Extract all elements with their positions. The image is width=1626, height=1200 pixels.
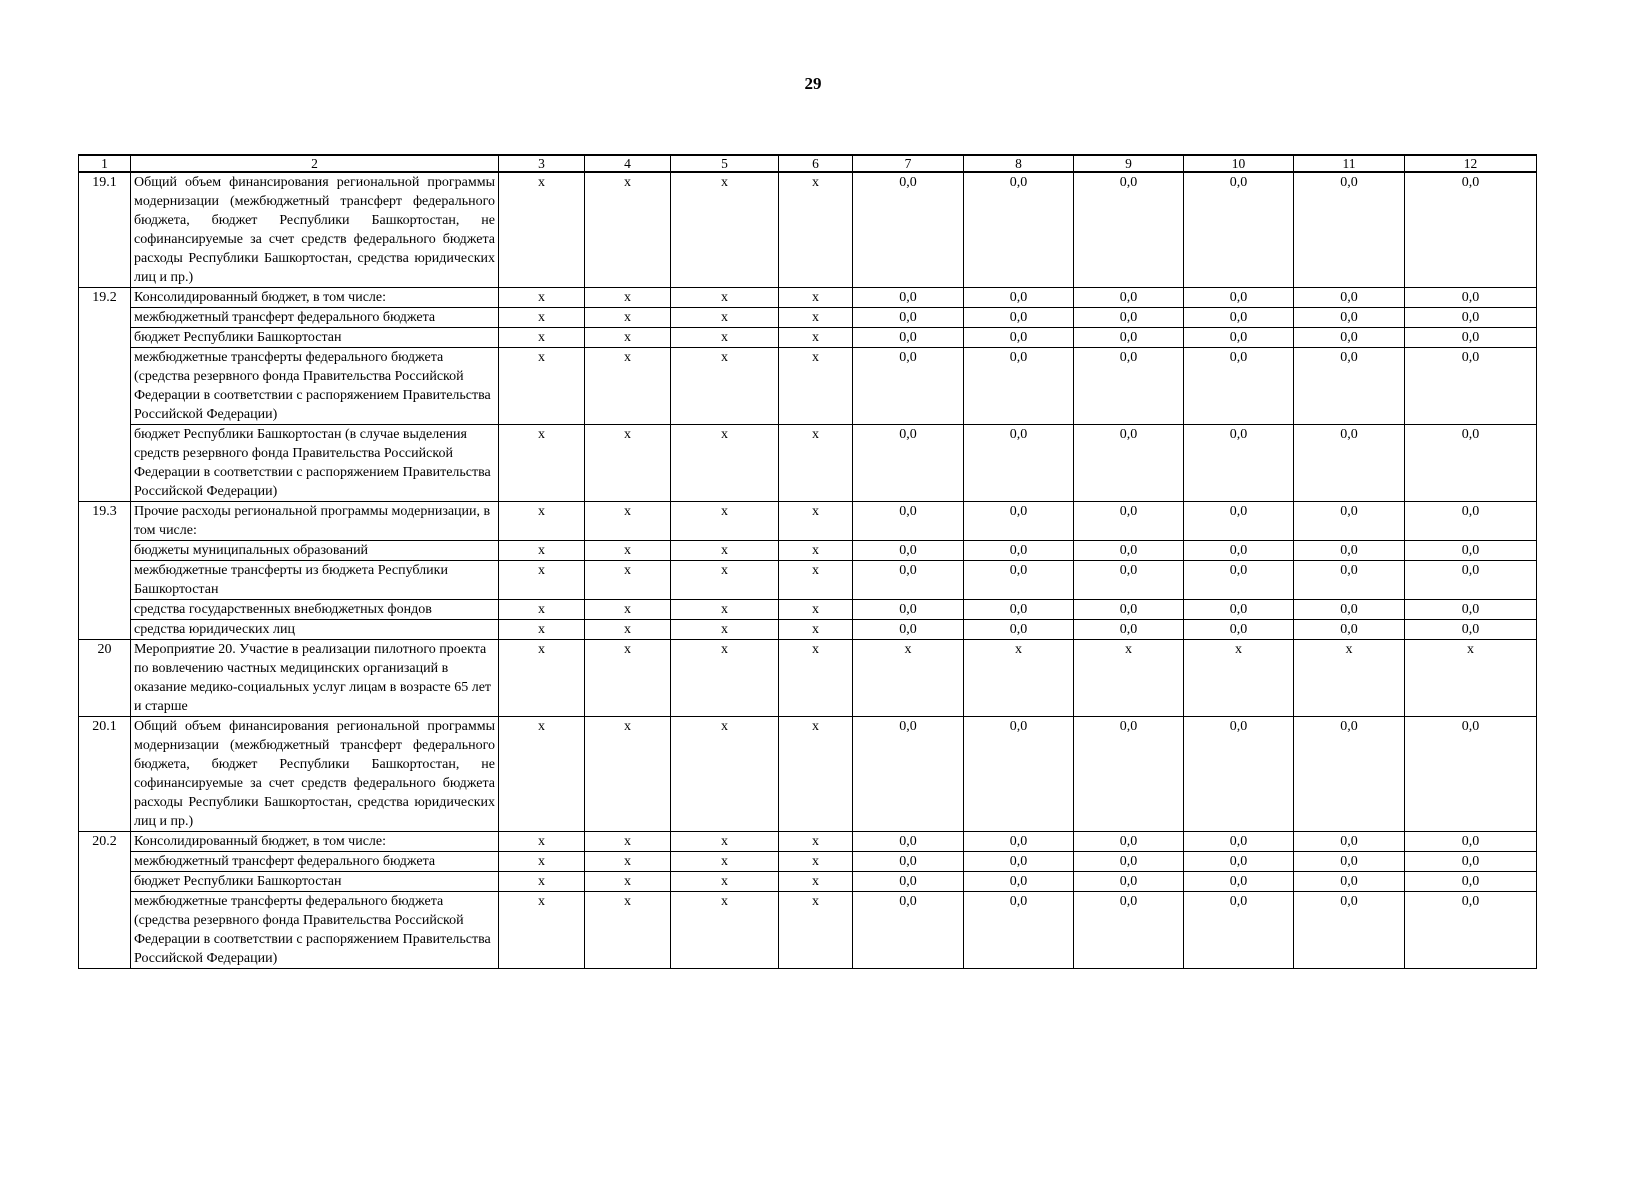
value-cell: х xyxy=(779,502,853,541)
column-header: 9 xyxy=(1074,155,1184,172)
value-cell: 0,0 xyxy=(1184,872,1294,892)
value-cell: 0,0 xyxy=(1294,717,1405,832)
table-row xyxy=(79,892,1537,969)
column-header: 11 xyxy=(1294,155,1405,172)
value-cell: 0,0 xyxy=(853,872,964,892)
value-cell: х xyxy=(585,348,671,425)
value-cell: х xyxy=(1405,640,1537,717)
value-cell: 0,0 xyxy=(853,620,964,640)
value-cell: 0,0 xyxy=(853,308,964,328)
value-cell: х xyxy=(585,328,671,348)
value-cell: 0,0 xyxy=(1074,561,1184,600)
value-cell: х xyxy=(585,541,671,561)
value-cell: х xyxy=(499,561,585,600)
value-cell: 0,0 xyxy=(1294,892,1405,969)
value-cell: 0,0 xyxy=(1405,172,1537,288)
column-header: 8 xyxy=(964,155,1074,172)
value-cell: х xyxy=(671,172,779,288)
value-cell: 0,0 xyxy=(964,892,1074,969)
value-cell: х xyxy=(499,288,585,308)
value-cell: х xyxy=(585,620,671,640)
value-cell: 0,0 xyxy=(1294,620,1405,640)
table-row xyxy=(79,872,1537,892)
value-cell: 0,0 xyxy=(1294,288,1405,308)
value-cell: х xyxy=(779,425,853,502)
value-cell: 0,0 xyxy=(1074,172,1184,288)
value-cell: х xyxy=(499,541,585,561)
financing-table xyxy=(78,154,1537,969)
value-cell: х xyxy=(499,640,585,717)
row-description: межбюджетный трансферт федерального бюджета xyxy=(131,308,499,328)
row-description: бюджет Республики Башкортостан (в случае выделения средств резервного фонда Правительства Российской Федерации в соответствии с распоряжением Правительства Российской Федерации) xyxy=(131,425,499,502)
value-cell: х xyxy=(499,852,585,872)
value-cell: х xyxy=(499,832,585,852)
column-header: 1 xyxy=(79,155,131,172)
header-row xyxy=(79,155,1537,172)
row-number: 19.2 xyxy=(79,288,131,502)
value-cell: х xyxy=(499,717,585,832)
value-cell: 0,0 xyxy=(1074,717,1184,832)
value-cell: х xyxy=(499,172,585,288)
value-cell: 0,0 xyxy=(1405,288,1537,308)
value-cell: х xyxy=(779,892,853,969)
value-cell: 0,0 xyxy=(1405,892,1537,969)
value-cell: 0,0 xyxy=(1074,620,1184,640)
value-cell: 0,0 xyxy=(964,852,1074,872)
row-description: Консолидированный бюджет, в том числе: xyxy=(131,832,499,852)
value-cell: 0,0 xyxy=(964,308,1074,328)
value-cell: 0,0 xyxy=(1074,328,1184,348)
value-cell: 0,0 xyxy=(853,328,964,348)
value-cell: 0,0 xyxy=(1074,308,1184,328)
value-cell: 0,0 xyxy=(1074,348,1184,425)
value-cell: х xyxy=(671,852,779,872)
value-cell: 0,0 xyxy=(1074,425,1184,502)
value-cell: 0,0 xyxy=(964,502,1074,541)
row-description: межбюджетный трансферт федерального бюджета xyxy=(131,852,499,872)
value-cell: 0,0 xyxy=(1184,308,1294,328)
value-cell: 0,0 xyxy=(1405,502,1537,541)
value-cell: 0,0 xyxy=(1294,328,1405,348)
value-cell: х xyxy=(499,502,585,541)
row-description: Прочие расходы региональной программы модернизации, в том числе: xyxy=(131,502,499,541)
value-cell: х xyxy=(585,288,671,308)
value-cell: 0,0 xyxy=(1074,872,1184,892)
value-cell: х xyxy=(964,640,1074,717)
value-cell: х xyxy=(671,308,779,328)
value-cell: 0,0 xyxy=(853,561,964,600)
column-header: 3 xyxy=(499,155,585,172)
value-cell: х xyxy=(779,541,853,561)
row-description: Общий объем финансирования региональной программы модернизации (межбюджетный трансферт федерального бюджета, бюджет Республики Башкортостан, не софинансируемые за счет средств федерального бюджета расходы Республики Башкортостан, средства юридических лиц и пр.) xyxy=(131,717,499,832)
value-cell: 0,0 xyxy=(1405,717,1537,832)
table-row xyxy=(79,561,1537,600)
row-number: 19.3 xyxy=(79,502,131,640)
value-cell: 0,0 xyxy=(853,502,964,541)
value-cell: 0,0 xyxy=(1405,600,1537,620)
value-cell: х xyxy=(585,640,671,717)
value-cell: 0,0 xyxy=(1074,600,1184,620)
value-cell: х xyxy=(499,308,585,328)
column-header: 2 xyxy=(131,155,499,172)
value-cell: 0,0 xyxy=(964,832,1074,852)
value-cell: х xyxy=(779,640,853,717)
value-cell: х xyxy=(499,892,585,969)
value-cell: 0,0 xyxy=(853,425,964,502)
value-cell: х xyxy=(585,425,671,502)
value-cell: 0,0 xyxy=(1184,502,1294,541)
value-cell: 0,0 xyxy=(1184,600,1294,620)
value-cell: х xyxy=(585,892,671,969)
column-header: 5 xyxy=(671,155,779,172)
value-cell: 0,0 xyxy=(1294,348,1405,425)
value-cell: 0,0 xyxy=(1184,288,1294,308)
value-cell: 0,0 xyxy=(1184,717,1294,832)
column-header: 4 xyxy=(585,155,671,172)
value-cell: х xyxy=(779,288,853,308)
value-cell: 0,0 xyxy=(853,541,964,561)
value-cell: х xyxy=(585,600,671,620)
value-cell: х xyxy=(671,348,779,425)
value-cell: 0,0 xyxy=(853,832,964,852)
value-cell: х xyxy=(499,600,585,620)
value-cell: 0,0 xyxy=(1184,852,1294,872)
value-cell: 0,0 xyxy=(1074,541,1184,561)
value-cell: 0,0 xyxy=(853,717,964,832)
value-cell: 0,0 xyxy=(1294,502,1405,541)
value-cell: 0,0 xyxy=(1294,852,1405,872)
value-cell: 0,0 xyxy=(853,600,964,620)
table-row xyxy=(79,620,1537,640)
row-number: 19.1 xyxy=(79,172,131,288)
value-cell: х xyxy=(779,561,853,600)
value-cell: 0,0 xyxy=(964,620,1074,640)
value-cell: х xyxy=(779,308,853,328)
value-cell: х xyxy=(671,541,779,561)
value-cell: 0,0 xyxy=(964,348,1074,425)
value-cell: 0,0 xyxy=(1405,872,1537,892)
value-cell: 0,0 xyxy=(964,425,1074,502)
value-cell: 0,0 xyxy=(1405,620,1537,640)
row-description: средства государственных внебюджетных фондов xyxy=(131,600,499,620)
row-description: бюджет Республики Башкортостан xyxy=(131,328,499,348)
value-cell: 0,0 xyxy=(853,172,964,288)
value-cell: 0,0 xyxy=(1184,892,1294,969)
value-cell: 0,0 xyxy=(1184,328,1294,348)
value-cell: х xyxy=(585,832,671,852)
table-row xyxy=(79,308,1537,328)
column-header: 6 xyxy=(779,155,853,172)
table-row xyxy=(79,328,1537,348)
value-cell: х xyxy=(585,717,671,832)
value-cell: х xyxy=(585,172,671,288)
column-header: 10 xyxy=(1184,155,1294,172)
row-description: межбюджетные трансферты из бюджета Республики Башкортостан xyxy=(131,561,499,600)
value-cell: 0,0 xyxy=(964,328,1074,348)
value-cell: 0,0 xyxy=(1294,600,1405,620)
value-cell: 0,0 xyxy=(1405,561,1537,600)
value-cell: х xyxy=(671,502,779,541)
table-row xyxy=(79,502,1537,541)
value-cell: х xyxy=(671,425,779,502)
value-cell: х xyxy=(779,172,853,288)
value-cell: 0,0 xyxy=(964,172,1074,288)
value-cell: х xyxy=(585,502,671,541)
value-cell: х xyxy=(671,717,779,832)
value-cell: 0,0 xyxy=(1184,541,1294,561)
row-description: межбюджетные трансферты федерального бюджета (средства резервного фонда Правительства Российской Федерации в соответствии с распоряжением Правительства Российской Федерации) xyxy=(131,348,499,425)
value-cell: 0,0 xyxy=(1405,832,1537,852)
value-cell: х xyxy=(779,620,853,640)
row-number: 20 xyxy=(79,640,131,717)
value-cell: 0,0 xyxy=(1294,172,1405,288)
value-cell: 0,0 xyxy=(1294,541,1405,561)
table-row xyxy=(79,717,1537,832)
value-cell: х xyxy=(1184,640,1294,717)
value-cell: 0,0 xyxy=(853,348,964,425)
value-cell: 0,0 xyxy=(1405,852,1537,872)
value-cell: 0,0 xyxy=(853,892,964,969)
table-row xyxy=(79,425,1537,502)
value-cell: х xyxy=(585,561,671,600)
value-cell: х xyxy=(499,425,585,502)
row-description: межбюджетные трансферты федерального бюджета (средства резервного фонда Правительства Российской Федерации в соответствии с распоряжением Правительства Российской Федерации) xyxy=(131,892,499,969)
value-cell: 0,0 xyxy=(964,872,1074,892)
table-row xyxy=(79,541,1537,561)
value-cell: х xyxy=(779,872,853,892)
value-cell: 0,0 xyxy=(1074,892,1184,969)
value-cell: 0,0 xyxy=(1074,832,1184,852)
table-row xyxy=(79,288,1537,308)
value-cell: х xyxy=(499,348,585,425)
page-number: 29 xyxy=(804,74,822,93)
value-cell: 0,0 xyxy=(1074,852,1184,872)
value-cell: х xyxy=(779,348,853,425)
value-cell: 0,0 xyxy=(964,288,1074,308)
value-cell: 0,0 xyxy=(1294,832,1405,852)
row-description: Мероприятие 20. Участие в реализации пилотного проекта по вовлечению частных медицинских организаций в оказание медико-социальных услуг лицам в возрасте 65 лет и старше xyxy=(131,640,499,717)
value-cell: х xyxy=(779,328,853,348)
value-cell: х xyxy=(853,640,964,717)
value-cell: х xyxy=(671,600,779,620)
value-cell: 0,0 xyxy=(1405,328,1537,348)
value-cell: х xyxy=(671,892,779,969)
value-cell: х xyxy=(671,872,779,892)
value-cell: 0,0 xyxy=(1294,872,1405,892)
value-cell: х xyxy=(499,328,585,348)
value-cell: 0,0 xyxy=(964,600,1074,620)
row-number: 20.1 xyxy=(79,717,131,832)
value-cell: х xyxy=(671,832,779,852)
row-description: средства юридических лиц xyxy=(131,620,499,640)
value-cell: х xyxy=(1294,640,1405,717)
row-number: 20.2 xyxy=(79,832,131,969)
value-cell: х xyxy=(1074,640,1184,717)
table-row xyxy=(79,832,1537,852)
value-cell: 0,0 xyxy=(1294,561,1405,600)
value-cell: х xyxy=(779,717,853,832)
value-cell: х xyxy=(779,600,853,620)
value-cell: 0,0 xyxy=(1405,348,1537,425)
value-cell: 0,0 xyxy=(964,541,1074,561)
value-cell: 0,0 xyxy=(1294,425,1405,502)
value-cell: 0,0 xyxy=(1294,308,1405,328)
row-description: Общий объем финансирования региональной программы модернизации (межбюджетный трансферт федерального бюджета, бюджет Республики Башкортостан, не софинансируемые за счет средств федерального бюджета расходы Республики Башкортостан, средства юридических лиц и пр.) xyxy=(131,172,499,288)
value-cell: 0,0 xyxy=(1405,308,1537,328)
value-cell: х xyxy=(671,620,779,640)
value-cell: 0,0 xyxy=(1184,832,1294,852)
value-cell: 0,0 xyxy=(1184,620,1294,640)
value-cell: 0,0 xyxy=(964,717,1074,832)
value-cell: 0,0 xyxy=(1074,288,1184,308)
value-cell: 0,0 xyxy=(853,288,964,308)
row-description: бюджеты муниципальных образований xyxy=(131,541,499,561)
value-cell: 0,0 xyxy=(1184,561,1294,600)
value-cell: 0,0 xyxy=(853,852,964,872)
value-cell: х xyxy=(779,852,853,872)
table-row xyxy=(79,348,1537,425)
table-row xyxy=(79,172,1537,288)
table-row xyxy=(79,852,1537,872)
value-cell: 0,0 xyxy=(1184,348,1294,425)
table-row xyxy=(79,640,1537,717)
value-cell: 0,0 xyxy=(1405,541,1537,561)
value-cell: х xyxy=(499,620,585,640)
column-header: 7 xyxy=(853,155,964,172)
value-cell: х xyxy=(499,872,585,892)
value-cell: 0,0 xyxy=(1405,425,1537,502)
value-cell: х xyxy=(671,328,779,348)
value-cell: х xyxy=(671,288,779,308)
value-cell: х xyxy=(585,852,671,872)
value-cell: х xyxy=(671,640,779,717)
value-cell: х xyxy=(671,561,779,600)
value-cell: 0,0 xyxy=(1184,172,1294,288)
column-header: 12 xyxy=(1405,155,1537,172)
value-cell: х xyxy=(585,872,671,892)
row-description: Консолидированный бюджет, в том числе: xyxy=(131,288,499,308)
row-description: бюджет Республики Башкортостан xyxy=(131,872,499,892)
value-cell: 0,0 xyxy=(1184,425,1294,502)
value-cell: х xyxy=(585,308,671,328)
value-cell: 0,0 xyxy=(964,561,1074,600)
value-cell: х xyxy=(779,832,853,852)
table-row xyxy=(79,600,1537,620)
value-cell: 0,0 xyxy=(1074,502,1184,541)
